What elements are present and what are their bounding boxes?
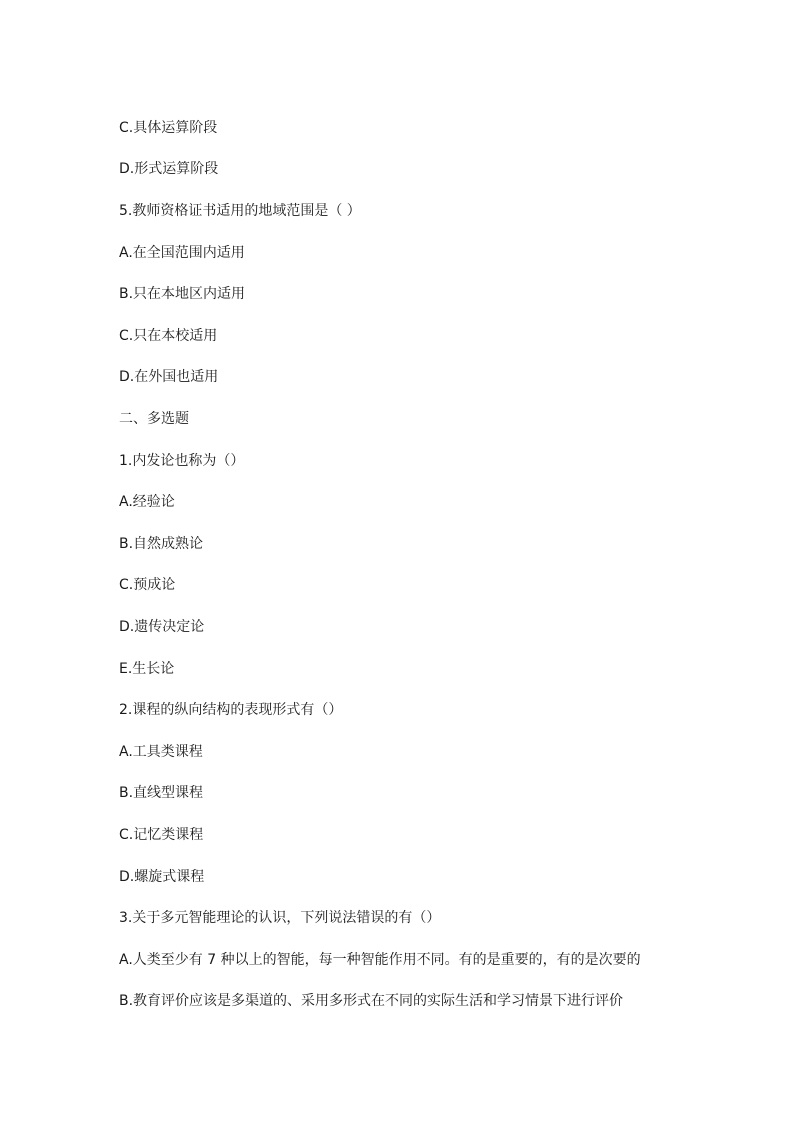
option-c-line: C.具体运算阶段 xyxy=(119,120,218,136)
option-b-line: B.直线型课程 xyxy=(119,785,204,801)
option-a-line: A.在全国范围内适用 xyxy=(119,245,245,261)
option-a-line: A.经验论 xyxy=(119,494,175,510)
option-b-line: B.只在本地区内适用 xyxy=(119,286,246,302)
question-5: 5.教师资格证书适用的地域范围是（ ） xyxy=(119,203,361,219)
option-b-line: B.自然成熟论 xyxy=(119,536,204,552)
option-d-line: D.在外国也适用 xyxy=(119,369,219,385)
section-heading: 二、多选题 xyxy=(119,411,189,427)
option-e-line: E.生长论 xyxy=(119,661,175,677)
option-d-line: D.螺旋式课程 xyxy=(119,869,205,885)
option-c-line: C.记忆类课程 xyxy=(119,827,204,843)
option-b-line: B.教育评价应该是多渠道的、采用多形式在不同的实际生活和学习情景下进行评价 xyxy=(119,993,624,1009)
option-d-line: D.遗传决定论 xyxy=(119,619,205,635)
option-d-line: D.形式运算阶段 xyxy=(119,161,219,177)
question-3: 3.关于多元智能理论的认识，下列说法错误的有（） xyxy=(119,910,441,926)
option-c-line: C.只在本校适用 xyxy=(119,328,218,344)
option-a-line: A.工具类课程 xyxy=(119,744,203,760)
question-2: 2.课程的纵向结构的表现形式有（） xyxy=(119,702,343,718)
question-1: 1.内发论也称为（） xyxy=(119,453,245,469)
option-c-line: C.预成论 xyxy=(119,577,176,593)
option-a-line: A.人类至少有 7 种以上的智能，每一种智能作用不同。有的是重要的，有的是次要的 xyxy=(119,952,641,968)
